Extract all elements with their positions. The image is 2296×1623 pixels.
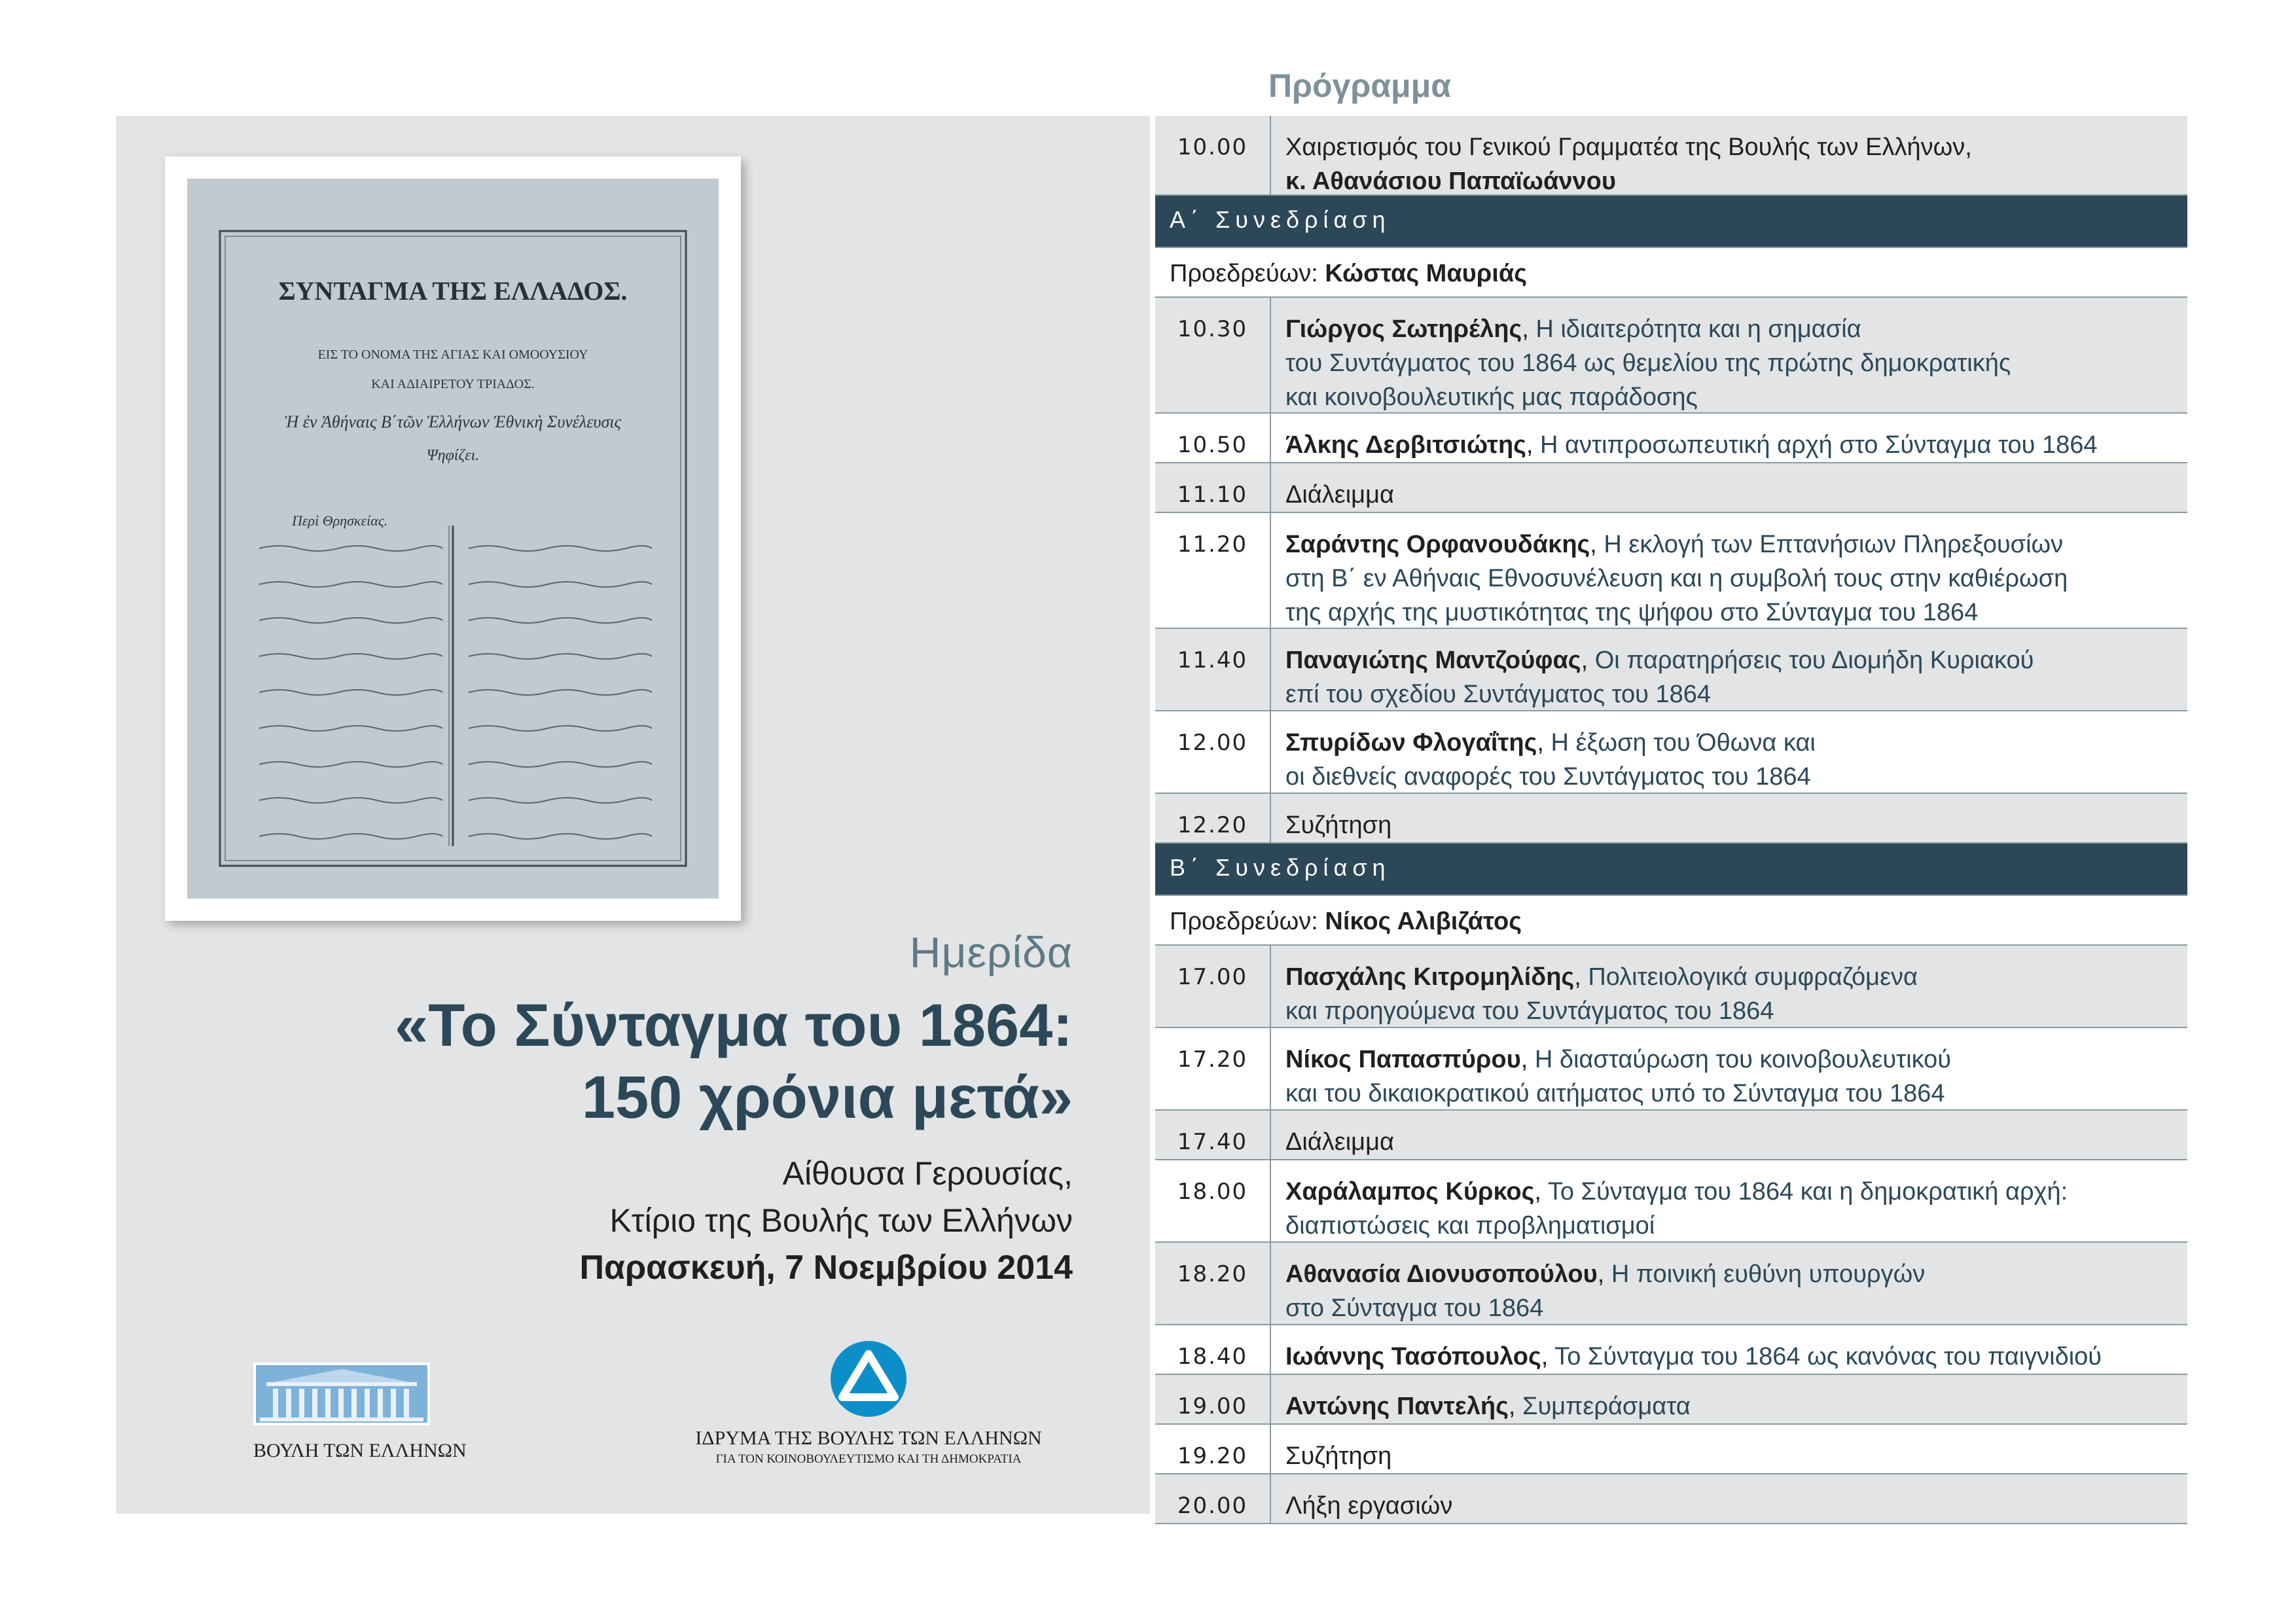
doc-section: Περὶ Θρησκείας. <box>292 512 388 529</box>
row-time: 17.00 <box>1155 946 1271 1027</box>
chair-label: Προεδρεύων: <box>1170 908 1318 935</box>
talk-title-cont: στο Σύνταγμα του 1864 <box>1285 1294 1544 1322</box>
talk-title-cont: οι διεθνείς αναφορές του Συντάγματος του 1864 <box>1285 763 1811 791</box>
discussion-text: Συζήτηση <box>1285 812 1392 839</box>
speaker-name: Σπυρίδων Φλογαΐτης <box>1285 729 1537 757</box>
speaker-name: Άλκης Δερβιτσιώτης <box>1285 431 1526 459</box>
talk-title-cont: διαπιστώσεις και προβληματισμοί <box>1285 1212 1655 1240</box>
session-a-header: Α΄ Συνεδρίαση <box>1155 196 2187 248</box>
parliament-logo-label: ΒΟΥΛΗ ΤΩΝ ΕΛΛΗΝΩΝ <box>253 1440 467 1461</box>
parliament-building-icon <box>253 1363 430 1425</box>
program-row: 11.20 Σαράντης Ορφανουδάκης, Η εκλογή των Επτανήσιων Πληρεξουσίων στη Β΄ εν Αθήναις Εθνοσυνέλευση και η συμβολή τους στην καθιέρωση της αρχής της μυστικότητας της ψήφου στο Σύνταγμα του 1864 <box>1155 513 2187 629</box>
session-b-chair <box>1155 896 2187 946</box>
talk-title: Η ποινική ευθύνη υπουργών <box>1611 1260 1926 1288</box>
program-row: 17.20 Νίκος Παπασπύρου, Η διασταύρωση του κοινοβουλευτικού και του δικαιοκρατικού αιτήματος υπό το Σύνταγμα του 1864 <box>1155 1028 2187 1111</box>
program-row: 18.20 Αθανασία Διονυσοπούλου, Η ποινική ευθύνη υπουργών στο Σύνταγμα του 1864 <box>1155 1243 2187 1325</box>
talk-title-cont: στη Β΄ εν Αθήναις Εθνοσυνέλευση και η συμβολή τους στην καθιέρωση <box>1285 565 2068 592</box>
event-venue-line-1: Αίθουσα Γερουσίας, <box>782 1155 1073 1192</box>
row-time: 10.50 <box>1155 414 1271 462</box>
talk-title-cont: του Συντάγματος του 1864 ως θεμελίου της πρώτης δημοκρατικής <box>1285 349 2011 377</box>
doc-line-2: ΚΑΙ ΑΔΙΑΙΡΕΤΟΥ ΤΡΙΑΔΟΣ. <box>371 377 535 391</box>
row-time: 10.00 <box>1155 116 1271 194</box>
program-row: 18.40 Ιωάννης Τασόπουλος, Το Σύνταγμα του 1864 ως κανόνας του παιγνιδιού <box>1155 1325 2187 1375</box>
row-time: 18.40 <box>1155 1325 1271 1374</box>
talk-title: Το Σύνταγμα του 1864 και η δημοκρατική αρχή: <box>1547 1178 2068 1205</box>
doc-line-3: Ἡ ἐν Ἀθήναις Β΄τῶν Ἑλλήνων Ἐθνικὴ Συνέλευσις <box>284 412 622 431</box>
event-title-line-1: «Το Σύνταγμα του 1864: <box>395 992 1073 1059</box>
program-row: 10.50 Άλκης Δερβιτσιώτης, Η αντιπροσωπευτική αρχή στο Σύνταγμα του 1864 <box>1155 414 2187 463</box>
row-time: 10.30 <box>1155 298 1271 412</box>
opening-text: Χαιρετισμός του Γενικού Γραμματέα της Βουλής των Ελλήνων, <box>1285 134 1972 161</box>
talk-title-cont: και του δικαιοκρατικού αιτήματος υπό το Σύνταγμα του 1864 <box>1285 1080 1945 1107</box>
chair-name: Κώστας Μαυριάς <box>1325 260 1527 287</box>
session-a-chair <box>1155 248 2187 298</box>
program-row: 17.00 Πασχάλης Κιτρομηλίδης, Πολιτειολογικά συμφραζόμενα και προηγούμενα του Συντάγματος του 1864 <box>1155 946 2187 1028</box>
constitution-photo <box>187 179 719 899</box>
row-time: 18.20 <box>1155 1243 1271 1324</box>
program-row <box>1155 1425 2187 1474</box>
chair-label: Προεδρεύων: <box>1170 260 1318 287</box>
row-time: 19.00 <box>1155 1375 1271 1423</box>
speaker-name: Νίκος Παπασπύρου <box>1285 1046 1521 1073</box>
row-time: 20.00 <box>1155 1474 1271 1523</box>
talk-title: Η αντιπροσωπευτική αρχή στο Σύνταγμα του 1864 <box>1540 431 2098 459</box>
program-row <box>1155 463 2187 513</box>
session-b-header: Β΄ Συνεδρίαση <box>1155 844 2187 896</box>
event-title <box>395 990 1073 1133</box>
program-row: 11.40 Παναγιώτης Μαντζούφας, Οι παρατηρήσεις του Διομήδη Κυριακού επί του σχεδίου Συντάγματος του 1864 <box>1155 629 2187 711</box>
speaker-name: Σαράντης Ορφανουδάκης <box>1285 531 1590 558</box>
program-row: 19.00 Αντώνης Παντελής, Συμπεράσματα <box>1155 1375 2187 1425</box>
speaker-name: Γιώργος Σωτηρέλης <box>1285 315 1522 343</box>
event-date: Παρασκευή, 7 Νοεμβρίου 2014 <box>579 1249 1073 1287</box>
talk-title: Η διασταύρωση του κοινοβουλευτικού <box>1534 1046 1952 1073</box>
speaker-name: Παναγιώτης Μαντζούφας <box>1285 647 1581 674</box>
discussion-text: Συζήτηση <box>1285 1442 1392 1470</box>
talk-title-cont: επί του σχεδίου Συντάγματος του 1864 <box>1285 681 1712 708</box>
row-time: 11.40 <box>1155 629 1271 710</box>
talk-title: Η έξωση του Όθωνα και <box>1551 729 1816 757</box>
constitution-photo-card <box>165 156 741 921</box>
program-row: 12.00 Σπυρίδων Φλογαΐτης, Η έξωση του Όθωνα και οι διεθνείς αναφορές του Συντάγματος του 1864 <box>1155 711 2187 794</box>
event-venue <box>610 1150 1073 1244</box>
program-row: 10.30 Γιώργος Σωτηρέλης, Η ιδιαιτερότητα και η σημασία του Συντάγματος του 1864 ως θεμελίου της πρώτης δημοκρατικής και κοινοβουλευτικής μας παράδοσης <box>1155 298 2187 414</box>
program-row <box>1155 1474 2187 1524</box>
program-table <box>1155 116 2187 1524</box>
closing-text: Λήξη εργασιών <box>1285 1492 1453 1520</box>
talk-title: Η ιδιαιτερότητα και η σημασία <box>1535 315 1861 343</box>
event-kind: Ημερίδα <box>909 928 1073 976</box>
talk-title: Οι παρατηρήσεις του Διομήδη Κυριακού <box>1594 647 2034 674</box>
parliament-logo <box>253 1363 467 1462</box>
left-panel <box>116 116 1150 1514</box>
talk-title: Η εκλογή των Επτανήσιων Πληρεξουσίων <box>1604 531 2064 558</box>
doc-line-1: ΕΙΣ ΤΟ ΟΝΟΜΑ ΤΗΣ ΑΓΙΑΣ ΚΑΙ ΟΜΟΟΥΣΙΟΥ <box>317 348 588 362</box>
break-text: Διάλειμμα <box>1285 481 1394 508</box>
speaker-name: Αντώνης Παντελής <box>1285 1393 1509 1420</box>
program-row <box>1155 1111 2187 1160</box>
program-title: Πρόγραμμα <box>1268 67 1451 104</box>
row-time: 12.00 <box>1155 711 1271 793</box>
event-venue-line-2: Κτίριο της Βουλής των Ελλήνων <box>609 1202 1073 1239</box>
talk-title-cont: και προηγούμενα του Συντάγματος του 1864 <box>1285 997 1774 1025</box>
speaker-name: Χαράλαμπος Κύρκος <box>1285 1178 1535 1205</box>
talk-title: Συμπεράσματα <box>1522 1393 1691 1420</box>
row-time: 18.00 <box>1155 1160 1271 1241</box>
row-time: 17.20 <box>1155 1028 1271 1109</box>
talk-title: Πολιτειολογικά συμφραζόμενα <box>1588 963 1918 991</box>
program-row <box>1155 116 2187 196</box>
row-time: 19.20 <box>1155 1425 1271 1473</box>
program-row <box>1155 794 2187 844</box>
talk-title: Το Σύνταγμα του 1864 ως κανόνας του παιγνιδιού <box>1554 1343 2102 1370</box>
row-time: 11.10 <box>1155 463 1271 512</box>
event-title-line-2: 150 χρόνια μετά» <box>581 1064 1073 1131</box>
foundation-emblem-icon <box>829 1340 908 1418</box>
talk-title-cont: και κοινοβουλευτικής μας παράδοσης <box>1285 383 1698 411</box>
foundation-logo-sublabel: ΓΙΑ ΤΟΝ ΚΟΙΝΟΒΟΥΛΕΥΤΙΣΜΟ ΚΑΙ ΤΗ ΔΗΜΟΚΡΑΤΙΑ <box>715 1452 1022 1466</box>
row-time: 12.20 <box>1155 794 1271 842</box>
talk-title-cont: της αρχής της μυστικότητας της ψήφου στο Σύνταγμα του 1864 <box>1285 599 1979 626</box>
speaker-name: Πασχάλης Κιτρομηλίδης <box>1285 963 1575 991</box>
doc-line-4: Ψηφίζει. <box>426 447 480 464</box>
program-row: 18.00 Χαράλαμπος Κύρκος, Το Σύνταγμα του 1864 και η δημοκρατική αρχή: διαπιστώσεις και προβληματισμοί <box>1155 1160 2187 1243</box>
speaker-name: Ιωάννης Τασόπουλος <box>1285 1343 1541 1370</box>
chair-name: Νίκος Αλιβιζάτος <box>1325 908 1522 935</box>
foundation-logo <box>666 1340 1071 1467</box>
speaker-name: Αθανασία Διονυσοπούλου <box>1285 1260 1598 1288</box>
row-time: 17.40 <box>1155 1111 1271 1159</box>
doc-title: ΣΥΝΤΑΓΜΑ ΤΗΣ ΕΛΛΑΔΟΣ. <box>278 276 628 306</box>
opening-name: κ. Αθανάσιου Παπαϊωάννου <box>1285 168 1616 195</box>
constitution-document-image <box>187 179 719 899</box>
break-text: Διάλειμμα <box>1285 1128 1394 1156</box>
row-time: 11.20 <box>1155 513 1271 628</box>
foundation-logo-label: ΙΔΡΥΜΑ ΤΗΣ ΒΟΥΛΗΣ ΤΩΝ ΕΛΛΗΝΩΝ <box>695 1427 1042 1449</box>
